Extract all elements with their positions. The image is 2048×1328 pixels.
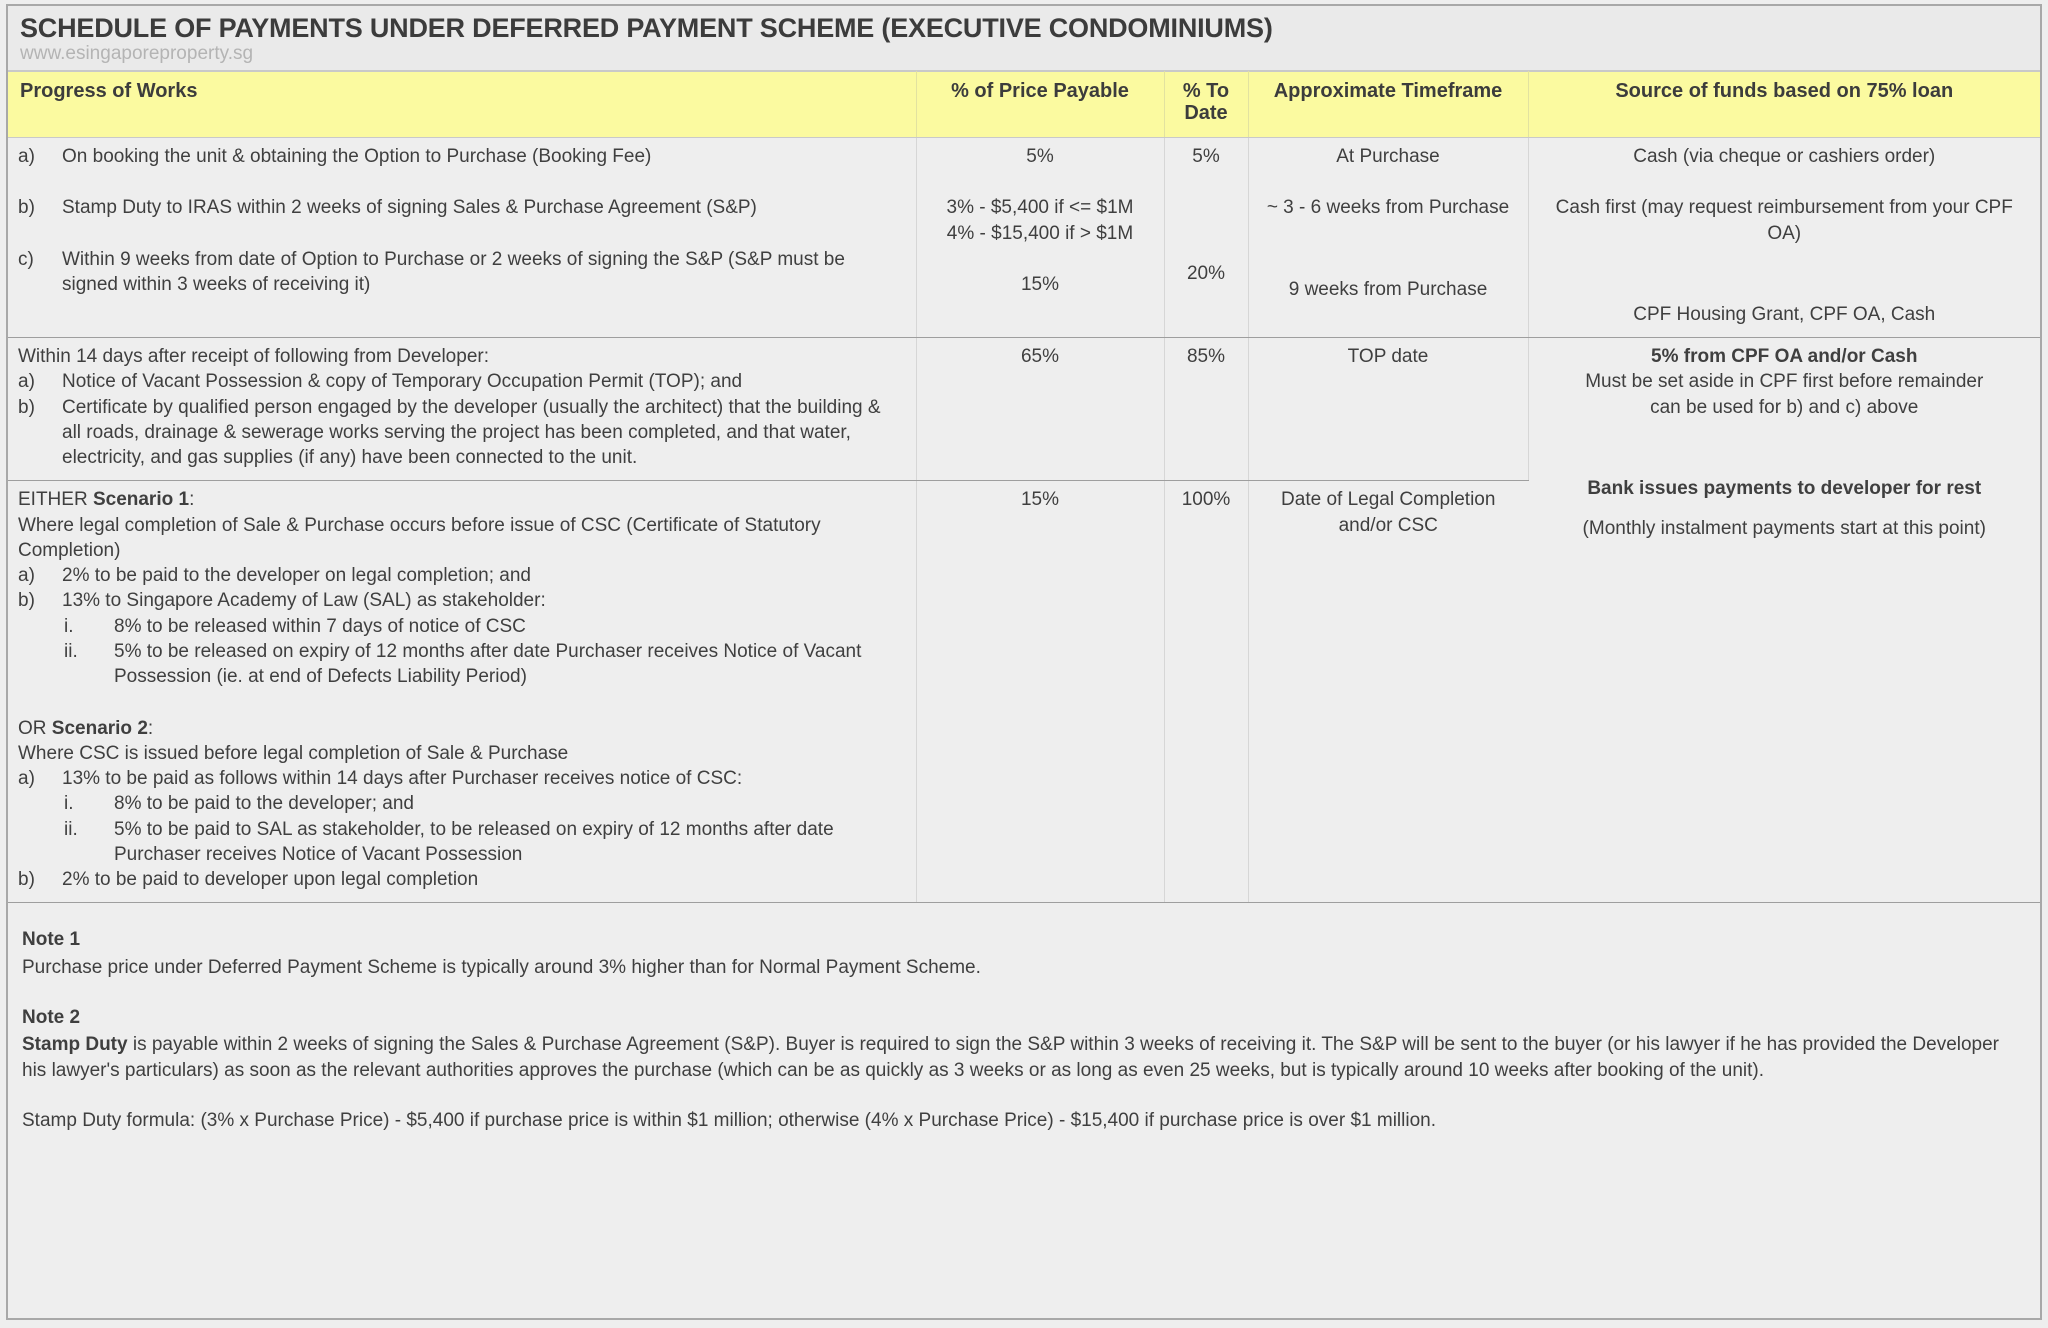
value-timeframe-b: ~ 3 - 6 weeks from Purchase xyxy=(1266,197,1510,219)
section2-intro: Within 14 days after receipt of following from Developer: xyxy=(18,346,489,368)
source-line-3: can be used for b) and c) above xyxy=(1650,396,1919,418)
spacer xyxy=(1543,501,2027,516)
value-pct-price-c: 15% xyxy=(1020,273,1060,295)
cell-pct-to-date-section-3: 100% xyxy=(1164,481,1248,903)
scenario-1-heading xyxy=(18,487,904,512)
source-line-1: 5% from CPF OA and/or Cash xyxy=(1651,346,1918,368)
list-text: 13% to Singapore Academy of Law (SAL) as stakeholder: xyxy=(62,590,546,612)
spacer xyxy=(1257,169,1520,195)
spacer xyxy=(1543,246,2027,302)
list-item xyxy=(18,144,904,169)
list-marker: a) xyxy=(18,146,35,167)
payment-schedule-table xyxy=(8,71,2040,903)
list-marker: b) xyxy=(18,396,35,418)
table-header-row xyxy=(8,72,2040,138)
source-line-4: Bank issues payments to developer for rest xyxy=(1587,477,1982,499)
spacer xyxy=(18,221,904,247)
note-2-heading: Note 2 xyxy=(22,1006,81,1028)
cell-progress-section-2 xyxy=(8,338,916,481)
cell-pct-price-section-2: 65% xyxy=(916,338,1164,481)
value-pct-price-a: 5% xyxy=(1026,146,1054,167)
spacer xyxy=(22,981,2026,1005)
sub-list-marker: i. xyxy=(64,793,74,815)
column-header-source-of-funds: Source of funds based on 75% loan xyxy=(1528,72,2040,138)
list-marker: b) xyxy=(18,197,35,219)
value-pct-to-date-c: 20% xyxy=(1186,263,1226,285)
value-timeframe-a: At Purchase xyxy=(1336,146,1440,167)
scenario-2-heading xyxy=(18,716,904,741)
note-1-body: Purchase price under Deferred Payment Scheme is typically around 3% higher than for Normal Payment Scheme. xyxy=(22,956,981,978)
document-frame xyxy=(6,4,2042,1320)
page-title: SCHEDULE OF PAYMENTS UNDER DEFERRED PAYMENT SCHEME (EXECUTIVE CONDOMINIUMS) xyxy=(20,13,1273,43)
scenario-2-prefix: OR xyxy=(18,717,52,739)
list-item xyxy=(18,563,904,588)
list-text: 13% to be paid as follows within 14 days after Purchaser receives notice of CSC: xyxy=(62,768,743,790)
cell-pct-price-section-3: 15% xyxy=(916,481,1164,903)
cell-timeframe-section-1 xyxy=(1248,138,1528,338)
spacer xyxy=(1543,420,2027,476)
value-pct-price-b-line1: 3% - $5,400 if <= $1M xyxy=(946,197,1134,219)
list-item xyxy=(18,369,904,394)
value-source-c: CPF Housing Grant, CPF OA, Cash xyxy=(1633,303,1936,325)
spacer xyxy=(1257,221,1520,277)
scenario-1-label: Scenario 1 xyxy=(92,489,190,511)
scenario-1-description: Where legal completion of Sale & Purchase occurs before issue of CSC (Certificate of Statutory Completion) xyxy=(18,514,821,561)
cell-progress-section-3 xyxy=(8,481,916,903)
list-text: Stamp Duty to IRAS within 2 weeks of signing Sales & Purchase Agreement (S&P) xyxy=(62,197,757,219)
note-2-text: is payable within 2 weeks of signing the Sales & Purchase Agreement (S&P). Buyer is required to sign the S&P within 3 weeks of receiving it. The S&P will be sent to the buyer (or his lawyer if he has provided the Developer his lawyer's particulars) as soon as the relevant authorities approves the purchase (which can be as quickly as 3 weeks or as long as even 25 weeks, but is typically around 10 weeks after booking of the unit). xyxy=(22,1034,2000,1082)
scenario-2-label: Scenario 2 xyxy=(51,717,148,739)
note-2-bold-lead: Stamp Duty xyxy=(22,1034,128,1056)
column-header-approximate-timeframe: Approximate Timeframe xyxy=(1248,72,1528,138)
note-2-body xyxy=(22,1032,2026,1084)
list-marker: c) xyxy=(18,248,34,270)
value-source-a: Cash (via cheque or cashiers order) xyxy=(1633,146,1936,167)
list-item xyxy=(18,395,904,471)
list-text: Within 9 weeks from date of Option to Purchase or 2 weeks of signing the S&P (S&P must be signed within 3 weeks of receiving it) xyxy=(62,248,845,295)
cell-source-merged xyxy=(1528,338,2040,903)
list-marker: b) xyxy=(18,869,35,891)
column-header-pct-to-date: % To Date xyxy=(1164,72,1248,138)
sub-list-text: 8% to be paid to the developer; and xyxy=(114,793,415,815)
website-url: www.esingaporeproperty.sg xyxy=(20,43,254,65)
value-source-b: Cash first (may request reimbursement from your CPF OA) xyxy=(1555,197,2013,244)
notes-section xyxy=(8,903,2040,1318)
scenario-1-suffix: : xyxy=(189,489,195,511)
sub-list-item xyxy=(18,614,904,639)
spacer xyxy=(925,169,1156,195)
title-block xyxy=(8,6,2040,71)
sub-list-marker: ii. xyxy=(64,818,78,840)
table-head xyxy=(8,72,2040,138)
spacer xyxy=(1173,169,1240,261)
sub-list-marker: i. xyxy=(64,615,74,637)
table-body xyxy=(8,138,2040,903)
cell-pct-price-section-1 xyxy=(916,138,1164,338)
value-timeframe-c: 9 weeks from Purchase xyxy=(1288,278,1488,300)
list-text: 2% to be paid to the developer on legal completion; and xyxy=(62,565,531,587)
note-3-body: Stamp Duty formula: (3% x Purchase Price) - $5,400 if purchase price is within $1 million; otherwise (4% x Purchase Price) - $15,400 if purchase price is over $1 million. xyxy=(22,1110,1436,1132)
spacer xyxy=(1543,169,2027,195)
cell-pct-to-date-section-1 xyxy=(1164,138,1248,338)
list-marker: a) xyxy=(18,371,35,393)
column-header-progress-of-works: Progress of Works xyxy=(8,72,916,138)
value-pct-price-b-line2: 4% - $15,400 if > $1M xyxy=(946,222,1134,244)
cell-progress-section-1 xyxy=(8,138,916,338)
sub-list-item xyxy=(18,817,904,868)
sub-list-text: 5% to be paid to SAL as stakeholder, to be released on expiry of 12 months after date Purchaser receives Notice of Vacant Possession xyxy=(114,818,834,865)
scenario-2-suffix: : xyxy=(147,717,154,739)
spacer xyxy=(925,246,1156,272)
list-item xyxy=(18,867,904,892)
sub-list-text: 5% to be released on expiry of 12 months after date Purchaser receives Notice of Vacant Possession (ie. at end of Defects Liability Period) xyxy=(114,640,862,688)
value-pct-to-date-a: 5% xyxy=(1192,146,1220,167)
note-1-heading: Note 1 xyxy=(22,929,81,951)
column-header-pct-price-payable: % of Price Payable xyxy=(916,72,1164,138)
list-item xyxy=(18,766,904,791)
spacer xyxy=(18,690,904,716)
list-text: Notice of Vacant Possession & copy of Temporary Occupation Permit (TOP); and xyxy=(62,371,743,393)
list-text: Certificate by qualified person engaged by the developer (usually the architect) that the building & all roads, drainage & sewerage works serving the project has been completed, and that water, electricity, and gas supplies (if any) have been connected to the unit. xyxy=(62,396,881,469)
list-item xyxy=(18,247,904,298)
sub-list-text: 8% to be released within 7 days of notice of CSC xyxy=(114,615,526,637)
list-text: On booking the unit & obtaining the Option to Purchase (Booking Fee) xyxy=(62,146,652,167)
list-marker: a) xyxy=(18,565,35,587)
table-row-section-1 xyxy=(8,138,2040,338)
sub-list-item xyxy=(18,791,904,816)
spacer xyxy=(18,169,904,195)
list-marker: b) xyxy=(18,590,35,612)
sub-list-item xyxy=(18,639,904,690)
cell-pct-to-date-section-2: 85% xyxy=(1164,338,1248,481)
list-item xyxy=(18,195,904,220)
list-text: 2% to be paid to developer upon legal completion xyxy=(62,869,479,891)
table-row-section-2 xyxy=(8,338,2040,481)
source-line-5: (Monthly instalment payments start at this point) xyxy=(1582,518,1986,540)
cell-source-section-1 xyxy=(1528,138,2040,338)
list-item xyxy=(18,588,904,613)
cell-timeframe-section-3: Date of Legal Completion and/or CSC xyxy=(1248,481,1528,903)
scenario-1-prefix: EITHER xyxy=(18,489,93,511)
sub-list-marker: ii. xyxy=(64,640,78,662)
spacer xyxy=(22,1084,2026,1108)
list-marker: a) xyxy=(18,768,35,790)
source-line-2: Must be set aside in CPF first before remainder xyxy=(1585,371,1984,393)
scenario-2-description: Where CSC is issued before legal completion of Sale & Purchase xyxy=(18,742,569,764)
cell-timeframe-section-2: TOP date xyxy=(1248,338,1528,481)
